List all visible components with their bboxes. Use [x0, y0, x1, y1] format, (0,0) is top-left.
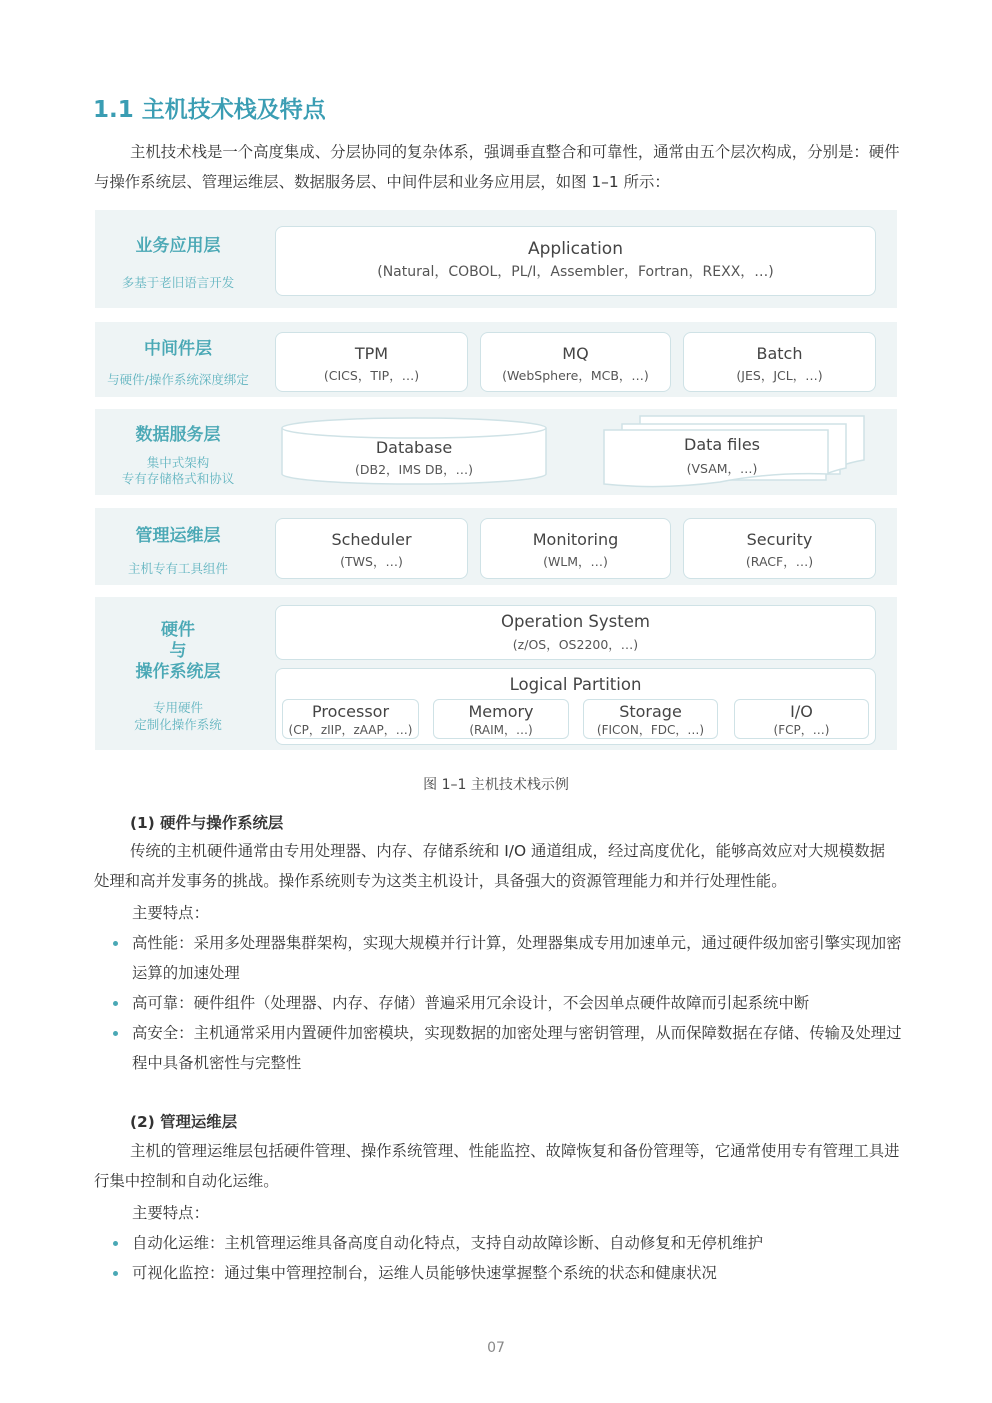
- data-files-name: Data files: [684, 435, 760, 454]
- os-name: Operation System: [501, 612, 650, 631]
- layer-title-app: 业务应用层: [135, 236, 221, 256]
- section-title: 1.1 主机技术栈及特点: [93, 97, 326, 123]
- io-box: [734, 699, 869, 739]
- sec2-title: (2) 管理运维层: [130, 1113, 238, 1131]
- security-sub: (RACF，…): [745, 554, 814, 569]
- os-sub: (z/OS，OS2200，…): [512, 637, 639, 652]
- memory-name: Memory: [468, 702, 534, 721]
- sec1-title: (1) 硬件与操作系统层: [130, 814, 284, 832]
- monitoring-box: [480, 518, 671, 579]
- database-name: Database: [375, 438, 453, 457]
- memory-box: [433, 699, 569, 739]
- layer-sub-hw-1: 专用硬件: [152, 700, 203, 715]
- io-name: I/O: [790, 702, 813, 721]
- list-item: 高性能：采用多处理器集群架构，实现大规模并行计算，处理器集成专用加速单元，通过硬件级加密引擎实现加密运算的加速处理: [113, 928, 903, 988]
- bullet-dot-icon: [113, 1031, 118, 1036]
- monitoring-name: Monitoring: [532, 530, 619, 549]
- layer-title-data: 数据服务层: [135, 425, 221, 445]
- application-box: [275, 226, 876, 296]
- layer-sub-ops: 主机专有工具组件: [127, 561, 228, 576]
- mq-box: [480, 332, 671, 392]
- data-files-label: [604, 435, 840, 477]
- layer-title-hw-2: 与: [169, 641, 187, 661]
- layer-sub-data-1: 集中式架构: [146, 455, 210, 470]
- bullet-dot-icon: [113, 1241, 118, 1246]
- scheduler-box: [275, 518, 468, 579]
- figure-caption: 图 1–1 主机技术栈示例: [423, 777, 569, 793]
- application-sub: (Natural，COBOL，PL/I，Assembler，Fortran，REXX，…): [377, 264, 774, 280]
- mq-name: MQ: [562, 344, 589, 363]
- bullet-dot-icon: [113, 1001, 118, 1006]
- batch-sub: (JES，JCL，…): [736, 368, 823, 383]
- sec2-paragraph: 主机的管理运维层包括硬件管理、操作系统管理、性能监控、故障恢复和备份管理等，它通常使用专有管理工具进行集中控制和自动化运维。: [94, 1142, 900, 1190]
- os-box: [275, 605, 876, 660]
- database-sub: (DB2，IMS DB，…): [355, 462, 473, 477]
- mq-sub: (WebSphere，MCB，…): [502, 368, 649, 383]
- scheduler-name: Scheduler: [331, 530, 412, 549]
- batch-box: [683, 332, 876, 392]
- processor-sub: (CP，zIIP，zAAP，…): [288, 723, 413, 737]
- layer-title-hw-1: 硬件: [161, 620, 195, 640]
- database-label: [280, 438, 548, 478]
- layer-sub-middleware: 与硬件/操作系统深度绑定: [107, 372, 249, 387]
- logical-partition-name: Logical Partition: [509, 675, 642, 694]
- scheduler-sub: (TWS，…): [340, 554, 403, 569]
- list-item: 可视化监控：通过集中管理控制台，运维人员能够快速掌握整个系统的状态和健康状况: [113, 1258, 903, 1288]
- application-name: Application: [528, 239, 623, 259]
- list-item: 高安全：主机通常采用内置硬件加密模块，实现数据的加密处理与密钥管理，从而保障数据在存储、传输及处理过程中具备机密性与完整性: [113, 1018, 903, 1078]
- tpm-sub: (CICS，TIP，…): [323, 368, 420, 383]
- layer-sub-data-2: 专有存储格式和协议: [121, 471, 235, 486]
- layer-title-middleware: 中间件层: [144, 339, 212, 359]
- layer-sub-hw-2: 定制化操作系统: [134, 717, 222, 732]
- list-item: 自动化运维：主机管理运维具备高度自动化特点，支持自动故障诊断、自动修复和无停机维护: [113, 1228, 903, 1258]
- memory-sub: (RAIM，…): [469, 723, 533, 737]
- bullet-dot-icon: [113, 1271, 118, 1276]
- tpm-box: [275, 332, 468, 392]
- bullet-dot-icon: [113, 941, 118, 946]
- sec2-features-label: 主要特点：: [132, 1204, 209, 1222]
- processor-box: [282, 699, 419, 739]
- security-box: [683, 518, 876, 579]
- page-number: 07: [487, 1340, 505, 1356]
- list-item: 高可靠：硬件组件（处理器、内存、存储）普遍采用冗余设计，不会因单点硬件故障而引起系统中断: [113, 988, 903, 1018]
- security-name: Security: [746, 530, 813, 549]
- io-sub: (FCP，…): [773, 723, 830, 737]
- storage-sub: (FICON，FDC，…): [596, 723, 705, 737]
- sec1-paragraph: 传统的主机硬件通常由专用处理器、内存、存储系统和 I/O 通道组成，经过高度优化，能够高效应对大规模数据处理和高并发事务的挑战。操作系统则专为这类主机设计，具备强大的资源管理能力和并行处理性能。: [94, 842, 885, 890]
- processor-name: Processor: [311, 702, 390, 721]
- storage-box: [583, 699, 718, 739]
- layer-sub-app: 多基于老旧语言开发: [121, 275, 235, 290]
- tpm-name: TPM: [354, 344, 389, 363]
- layer-title-hw-3: 操作系统层: [135, 662, 221, 682]
- batch-name: Batch: [756, 344, 803, 363]
- monitoring-sub: (WLM，…): [543, 554, 608, 569]
- sec1-features-label: 主要特点：: [132, 904, 209, 922]
- intro-paragraph: 主机技术栈是一个高度集成、分层协同的复杂体系，强调垂直整合和可靠性，通常由五个层次构成，分别是：硬件与操作系统层、管理运维层、数据服务层、中间件层和业务应用层，如图 1–1 所示：: [94, 143, 900, 191]
- storage-name: Storage: [619, 702, 682, 721]
- data-files-sub: (VSAM，…): [686, 461, 758, 476]
- layer-title-ops: 管理运维层: [135, 526, 221, 546]
